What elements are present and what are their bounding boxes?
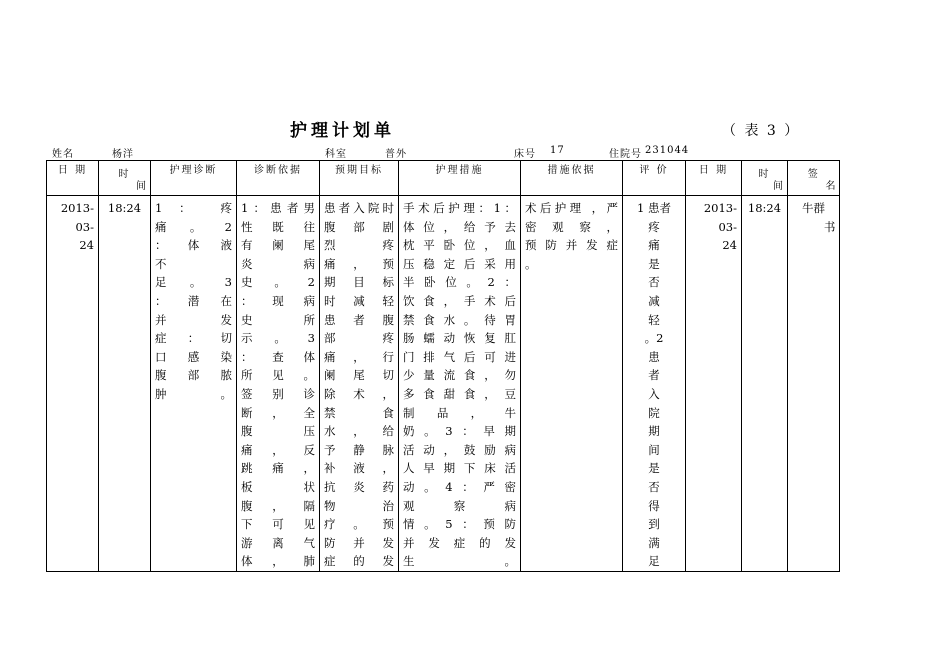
- cell-evaluation: 1 患者 疼 痛 是 否 减 轻 。2 患 者 入 院 期 间 是 否 得 到 满 足: [623, 196, 686, 572]
- cell-diagnosis: 1 ： 疼 痛 。 2 ：体液 不 足 。 3 ：潜在 并 发 症：切 口感染 腹部脓 肿。: [151, 196, 237, 572]
- table-number: （ 表 3 ）: [722, 123, 801, 139]
- admission-label: 住院号: [609, 149, 642, 160]
- cell-time: 18:24: [99, 196, 151, 572]
- header-date2: 日 期: [686, 161, 742, 196]
- cell-goal: 患者入院时 腹部剧 烈 疼 痛，预 期目标 时减轻 患者腹 部 疼 痛，行 阑尾切 除术， 禁 食 水，给 予静脉 补液， 抗炎药 物 治 疗。预 防并发 症的发: [320, 196, 399, 572]
- header-row: [47, 161, 840, 196]
- cell-time2: 18:24: [742, 196, 788, 572]
- admission-value: 231044: [645, 145, 690, 156]
- bed-label: 床号: [514, 149, 536, 160]
- bed-value: 17: [550, 145, 565, 156]
- header-time2-top: 时: [758, 169, 771, 180]
- header-goal: 预期目标: [320, 161, 399, 196]
- header-time: [99, 161, 151, 196]
- table-row: [47, 196, 840, 572]
- header-sign: [788, 161, 840, 196]
- cell-date2: 2013- 03- 24: [686, 196, 742, 572]
- header-basis: 诊断依据: [237, 161, 320, 196]
- header-time-bottom: 间: [136, 181, 148, 192]
- header-measure-basis: 措施依据: [521, 161, 623, 196]
- name-value: 杨洋: [112, 149, 134, 160]
- header-sign-bottom: 名: [825, 181, 838, 192]
- header-diagnosis: 护理诊断: [151, 161, 237, 196]
- header-evaluation: 评 价: [623, 161, 686, 196]
- header-time2-bottom: 间: [773, 181, 785, 192]
- header-time-top: 时: [118, 169, 131, 180]
- header-measures: 护理措施: [399, 161, 521, 196]
- cell-measure-basis: 术后护理 ，严 密观察， 预防并发症 。: [521, 196, 623, 572]
- dept-label: 科室: [325, 149, 347, 160]
- cell-measures: 手术后护理：1： 体位，给予去 枕平卧位，血 压稳定后采用 半卧位。2： 饮食，手术后 禁食水。待胃 肠蠕动恢复肛 门排气后可进 少量流食，勿 多食甜食，豆 制 品 ， 牛 奶。3：早期 活动，鼓励病 人早期下床活 动。4：严密 观 察 病 情。5：预防 并发症的发 生。: [399, 196, 521, 572]
- header-date: 日 期: [47, 161, 99, 196]
- cell-sign: 牛群 书: [788, 196, 840, 572]
- cell-basis: 1：患者男 性既往 有阑尾 炎 病 史 。 2 ：现病 史 所 示 。 3 ：查体 所见。 签别诊 断，全 腹 压 痛，反 跳痛， 板 状 腹，隔 下可见 游离气 体，肺: [237, 196, 320, 572]
- header-sign-top: 签: [807, 169, 820, 180]
- header-time2: [742, 161, 788, 196]
- name-label: 姓名: [52, 149, 74, 160]
- cell-date: 2013- 03- 24: [47, 196, 99, 572]
- dept-value: 普外: [385, 149, 407, 160]
- document-title: 护理计划单: [290, 121, 395, 141]
- nursing-plan-table: [46, 160, 840, 572]
